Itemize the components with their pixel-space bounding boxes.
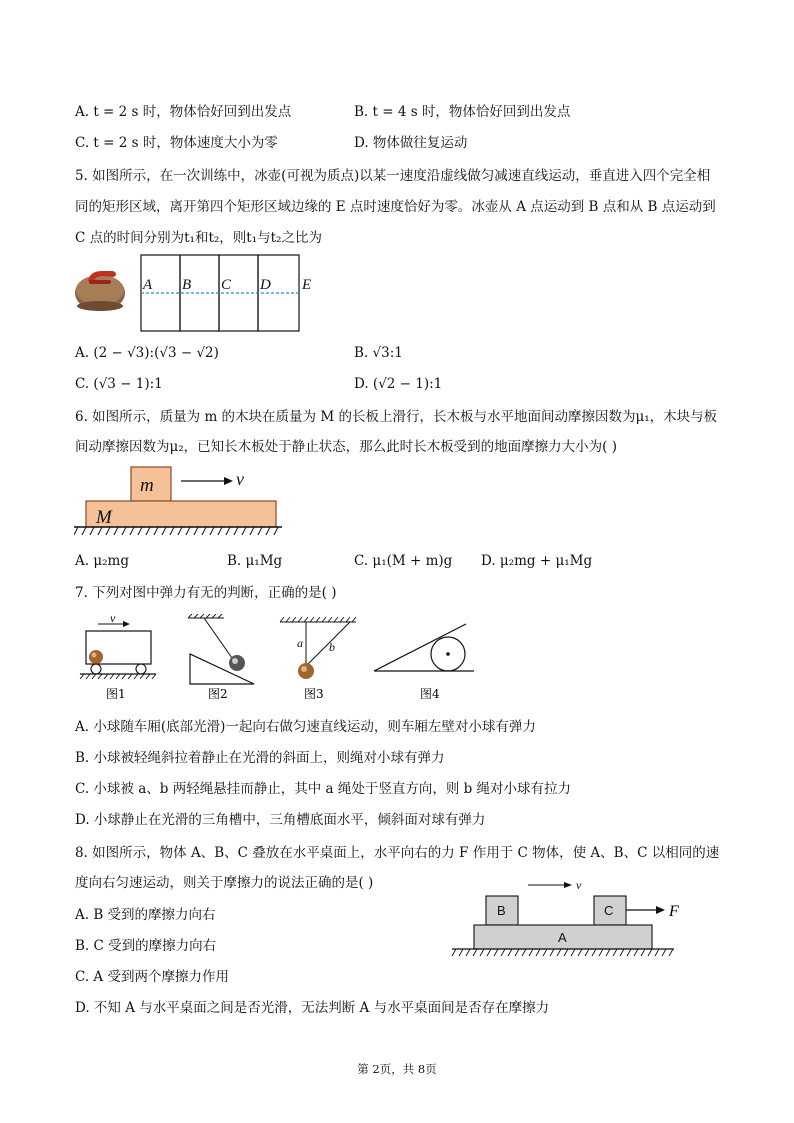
svg-text:图1: 图1 [106, 687, 126, 701]
q6-option-b: B. μ₁Mg [227, 553, 283, 569]
page-footer: 第 2页，共 8页 [357, 1062, 437, 1076]
svg-text:v: v [576, 878, 582, 892]
point-label-b: B [182, 277, 192, 293]
q8-option-d: D. 不知 A 与水平桌面之间是否光滑，无法判断 A 与水平桌面间是否存在摩擦力 [75, 1000, 550, 1016]
q5-option-b: B. √3:1 [354, 345, 403, 361]
svg-text:b: b [329, 640, 335, 654]
q8-option-c: C. A 受到两个摩擦力作用 [75, 969, 229, 985]
q7-figure-3 [278, 614, 358, 704]
q7-option-a: A. 小球随车厢(底部光滑)一起向右做匀速直线运动，则车厢左壁对小球有弹力 [75, 719, 536, 735]
q6-option-a: A. μ₂mg [75, 553, 129, 569]
curling-stone-icon [75, 271, 125, 311]
q7-figure-1 [78, 614, 158, 704]
point-label-a: A [143, 277, 153, 293]
q7-option-b: B. 小球被轻绳斜拉着静止在光滑的斜面上，则绳对小球有弹力 [75, 750, 445, 766]
q8-stem-line2: 度向右匀速运动，则关于摩擦力的说法正确的是( ) [75, 875, 374, 891]
svg-text:a: a [297, 636, 303, 650]
point-label-d: D [260, 277, 271, 293]
label-m: m [140, 475, 154, 496]
q6-stem-line1: 6. 如图所示，质量为 m 的木块在质量为 M 的长板上滑行，长木板与水平地面间动摩擦因数为μ₁，木块与板 [75, 409, 718, 425]
q5-stem-line1: 5. 如图所示，在一次训练中，冰壶(可视为质点)以某一速度沿虚线做匀减速直线运动，垂直进入四个完全相 [75, 168, 711, 184]
q6-option-d: D. μ₂mg + μ₁Mg [481, 553, 593, 569]
q5-option-d: D. (√2 − 1):1 [354, 376, 443, 392]
q5-option-c: C. (√3 − 1):1 [75, 376, 163, 392]
q8-option-b: B. C 受到的摩擦力向右 [75, 938, 217, 954]
q5-stem-line2: 同的矩形区域，离开第四个矩形区域边缘的 E 点时速度恰好为零。冰壶从 A 点运动到 B 点和从 B 点运动到 [75, 199, 716, 215]
q6-board-figure [74, 464, 284, 540]
q8-stem-line1: 8. 如图所示，物体 A、B、C 叠放在水平桌面上，水平向右的力 F 作用于 C 物体，使 A、B、C 以相同的速 [75, 845, 720, 861]
q5-option-a: A. (2 − √3):(√3 − √2) [75, 345, 219, 361]
q4-option-b: B. t = 4 s 时，物体恰好回到出发点 [354, 104, 571, 120]
q5-curling-figure [70, 254, 330, 334]
q7-option-c: C. 小球被 a、b 两轻绳悬挂而静止，其中 a 绳处于竖直方向，则 b 绳对小球有拉力 [75, 781, 572, 797]
label-M: M [96, 507, 112, 528]
svg-text:A: A [558, 930, 567, 945]
q4-option-d: D. 物体做往复运动 [354, 135, 468, 151]
q7-figure-4 [370, 614, 480, 704]
label-v: v [236, 469, 244, 489]
svg-text:图3: 图3 [304, 687, 324, 701]
q7-stem: 7. 下列对图中弹力有无的判断，正确的是( ) [75, 585, 337, 601]
svg-text:F: F [669, 903, 679, 920]
svg-text:v: v [110, 614, 116, 625]
svg-text:B: B [497, 903, 506, 918]
svg-text:图4: 图4 [420, 687, 440, 701]
q7-option-d: D. 小球静止在光滑的三角槽中，三角槽底面水平，倾斜面对球有弹力 [75, 812, 486, 828]
point-label-e: E [302, 277, 312, 293]
q7-figure-2 [184, 614, 260, 704]
q4-option-a: A. t = 2 s 时，物体恰好回到出发点 [75, 104, 292, 120]
q6-option-c: C. μ₁(M + m)g [354, 553, 453, 569]
svg-text:C: C [604, 903, 614, 918]
point-label-c: C [221, 277, 232, 293]
q6-stem-line2: 间动摩擦因数为μ₂，已知长木板处于静止状态，那么此时长木板受到的地面摩擦力大小为( ) [75, 439, 618, 455]
q8-option-a: A. B 受到的摩擦力向右 [75, 907, 216, 923]
q4-option-c: C. t = 2 s 时，物体速度大小为零 [75, 135, 278, 151]
q8-blocks-figure [448, 870, 688, 964]
board-M [86, 501, 276, 527]
svg-text:图2: 图2 [208, 687, 228, 701]
q5-stem-line3: C 点的时间分别为t₁和t₂，则t₁与t₂之比为 [75, 230, 322, 246]
